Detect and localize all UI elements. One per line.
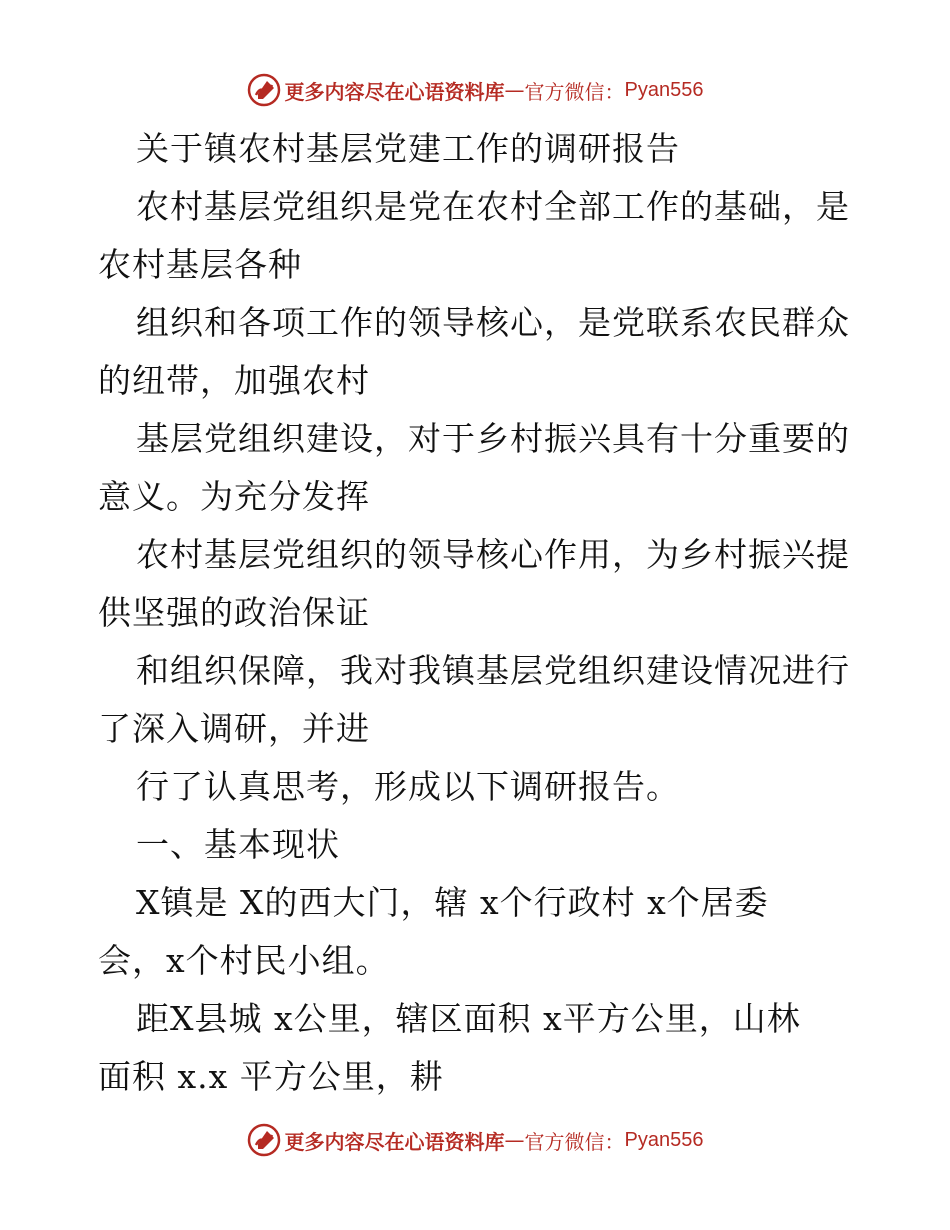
text-line: 组织和各项工作的领导核心，是党联系农民群众	[136, 303, 850, 342]
banner-text: 更多内容尽在心语资料库	[284, 79, 505, 104]
book-pen-logo-icon	[247, 73, 281, 107]
footer-banner	[0, 1120, 950, 1160]
text-line: 基层党组织建设，对于乡村振兴具有十分重要的	[136, 419, 850, 458]
banner-label: 官方微信：	[524, 1129, 625, 1154]
text-line: X镇是 X的西大门，辖 x个行政村 x个居委	[136, 883, 769, 922]
text-line: 农村基层党组织的领导核心作用，为乡村振兴提	[136, 535, 850, 574]
text-line: 面积 x.x 平方公里，耕	[98, 1057, 444, 1096]
banner-text: 更多内容尽在心语资料库	[284, 1129, 505, 1154]
text-line: 行了认真思考，形成以下调研报告。	[136, 767, 680, 806]
document-title: 关于镇农村基层党建工作的调研报告	[136, 129, 680, 168]
text-line: 和组织保障，我对我镇基层党组织建设情况进行	[136, 651, 850, 690]
text-line: 的纽带，加强农村	[98, 361, 370, 400]
book-pen-logo-icon	[247, 1123, 281, 1157]
document-body	[98, 120, 858, 1106]
banner-dash: —	[504, 1128, 525, 1152]
banner-dash: —	[504, 78, 525, 102]
banner-wechat-id: Pyan556	[624, 1128, 704, 1151]
header-banner	[0, 70, 950, 110]
text-line: 农村基层党组织是党在农村全部工作的基础，是	[136, 187, 850, 226]
section-heading: 一、基本现状	[136, 825, 340, 864]
text-line: 了深入调研，并进	[98, 709, 370, 748]
text-line: 意义。为充分发挥	[98, 477, 370, 516]
text-line: 会，x个村民小组。	[98, 941, 390, 980]
text-line: 距X县城 x公里，辖区面积 x平方公里，山林	[136, 999, 801, 1038]
banner-wechat-id: Pyan556	[624, 78, 704, 101]
text-line: 农村基层各种	[98, 245, 302, 284]
text-line: 供坚强的政治保证	[98, 593, 370, 632]
banner-label: 官方微信：	[524, 79, 625, 104]
